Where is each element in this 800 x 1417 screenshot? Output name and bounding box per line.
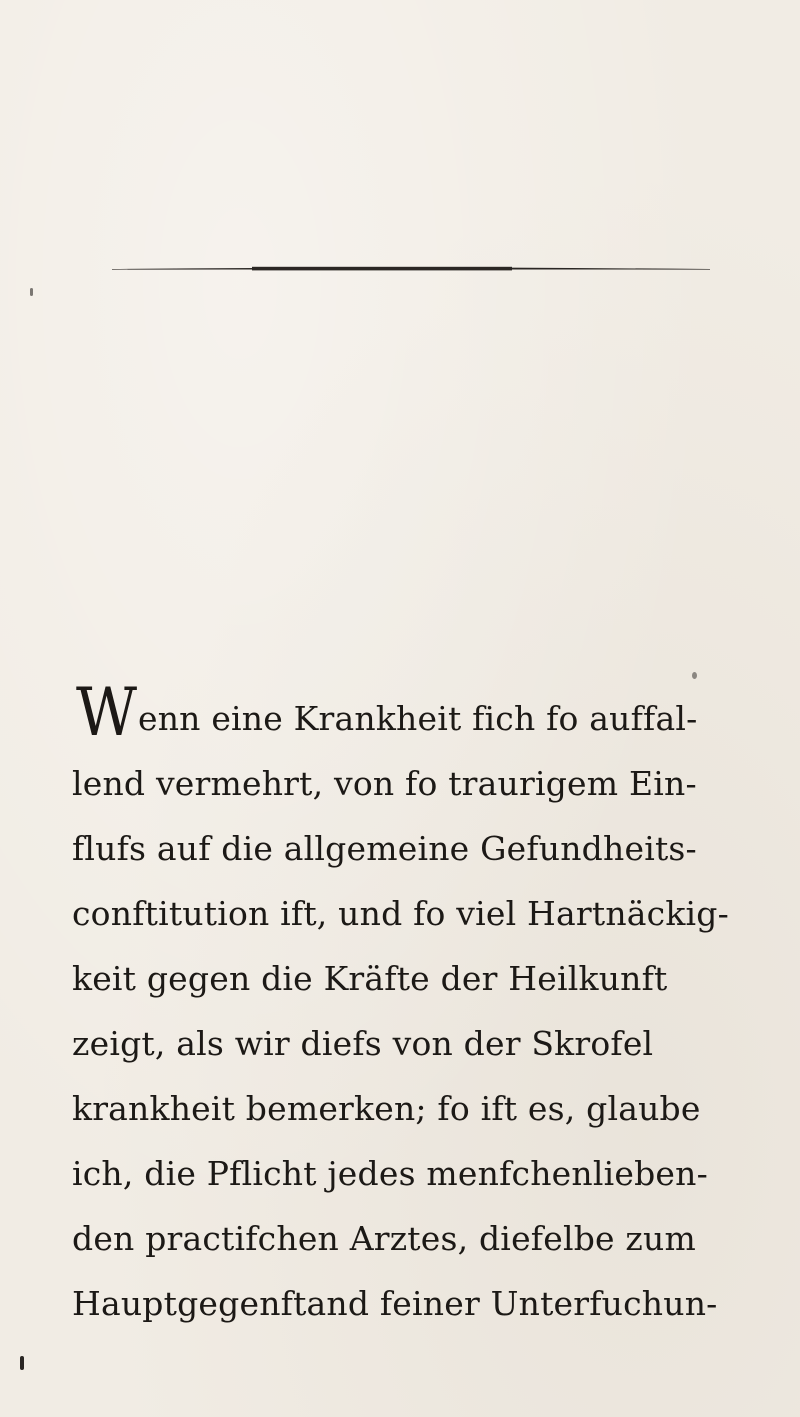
decorative-rule <box>112 266 710 271</box>
text-line-3: flufs auf die allgemeine Gefundheits- <box>72 829 697 868</box>
paper-speck <box>692 672 697 679</box>
text-block <box>72 674 752 1336</box>
text-line-2: lend vermehrt, von fo traurigem Ein- <box>72 764 697 803</box>
text-line-1-content: enn eine Krankheit fich fo auffal- <box>138 699 698 738</box>
text-line-8: ich, die Pflicht jedes menfchenlieben- <box>72 1154 708 1193</box>
text-line-1 <box>72 674 752 751</box>
text-line-10: Hauptgegenftand feiner Unterfuchun- <box>72 1284 718 1323</box>
paper-speck <box>30 288 33 296</box>
text-line-6: zeigt, als wir diefs von der Skrofel <box>72 1024 654 1063</box>
paper-speck <box>20 1356 24 1370</box>
text-line-5: keit gegen die Kräfte der Heilkunft <box>72 959 668 998</box>
text-line-4: conftitution ift, und fo viel Hartnäckig- <box>72 894 729 933</box>
drop-cap: W <box>76 674 138 751</box>
text-line-9: den practifchen Arztes, diefelbe zum <box>72 1219 696 1258</box>
text-line-7: krankheit bemerken; fo ift es, glaube <box>72 1089 701 1128</box>
